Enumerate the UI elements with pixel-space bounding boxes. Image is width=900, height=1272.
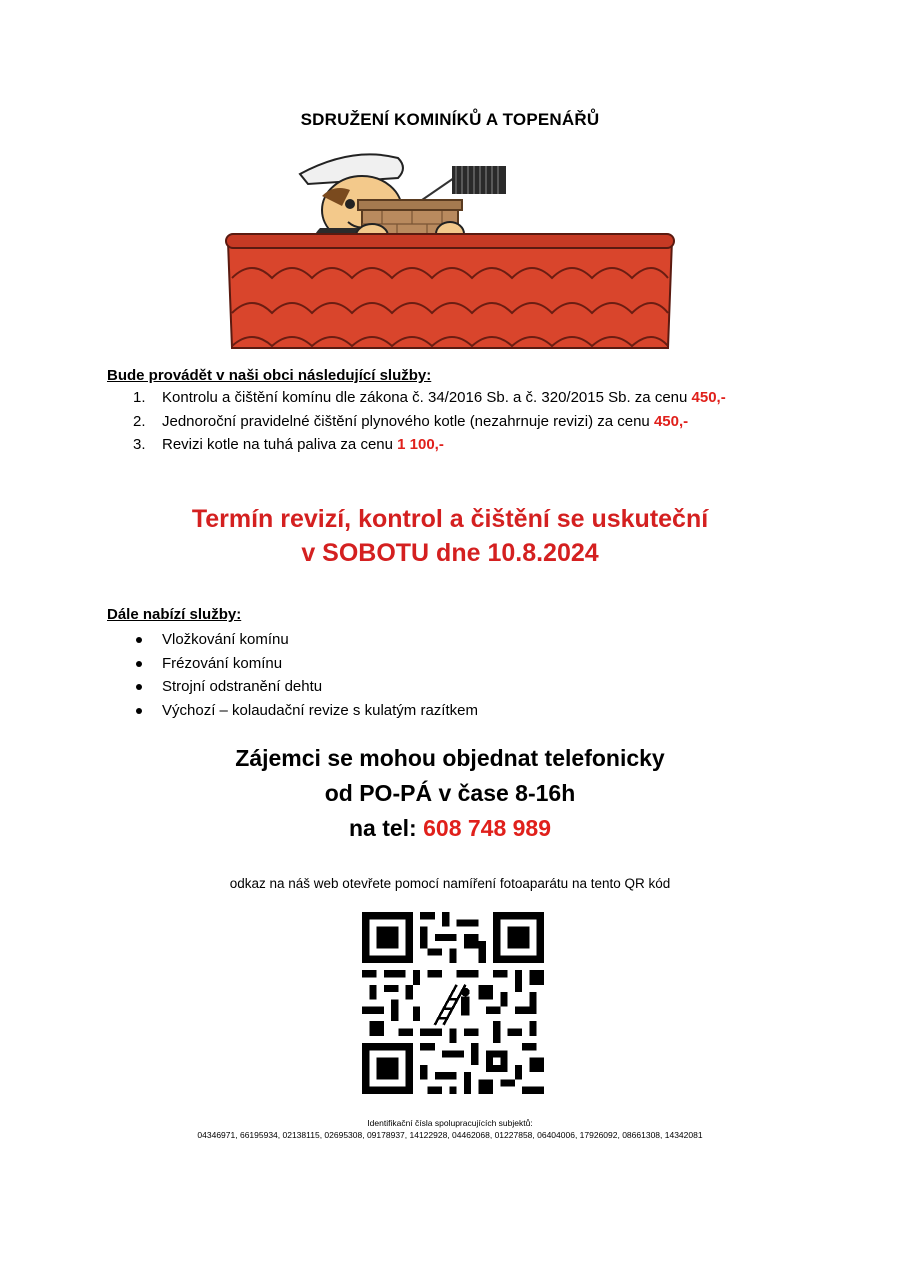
services-heading: Bude provádět v naši obci následující služby: (107, 367, 432, 384)
item-text: Jednoroční pravidelné čištění plynového kotle (nezahrnuje revizi) za cenu (162, 412, 654, 430)
bullet-icon (136, 637, 142, 643)
item-text: Kontrolu a čištění komínu dle zákona č. 34/2016 Sb. a č. 320/2015 Sb. za cenu (162, 389, 692, 406)
item-text: Vložkování komínu (162, 631, 289, 648)
list-item (107, 652, 478, 676)
list-item (107, 675, 478, 699)
page-title: SDRUŽENÍ KOMINÍKŮ A TOPENÁŘŮ (300, 110, 600, 129)
announcement-date: v SOBOTU dne 10.8.2024 (301, 539, 599, 567)
contact-block (0, 741, 900, 846)
item-price: 450,- (653, 412, 689, 430)
footer-label: Identifikační čísla spolupracujících subjektů: (367, 1118, 533, 1128)
phone-number[interactable]: 608 748 989 (423, 815, 552, 841)
qr-note: odkaz na náš web otevřete pomocí namíření fotoaparátu na tento QR kód (229, 876, 671, 891)
chimney-sweep-illustration (222, 148, 678, 354)
phone-prefix: na tel: (348, 815, 424, 841)
list-item (107, 386, 726, 410)
item-number: 2. (133, 412, 146, 430)
footer-id-list: 04346971, 66195934, 02138115, 02695308, 09178937, 14122928, 04462068, 01227858, 06404006, 17926092, 08661308, 14342081 (197, 1130, 703, 1140)
bullet-icon (136, 684, 142, 690)
extra-services-list (107, 628, 478, 722)
services-list (107, 386, 726, 457)
item-text: Výchozí – kolaudační revize s kulatým razítkem (162, 701, 478, 719)
contact-hours: od PO-PÁ v čase 8-16h (324, 780, 576, 806)
item-price: 450,- (691, 389, 726, 406)
footer-ids (0, 1117, 900, 1141)
announcement-line: Termín revizí, kontrol a čištění se uskuteční (191, 505, 709, 533)
list-item (107, 628, 478, 652)
announcement (0, 502, 900, 570)
bullet-icon (136, 708, 142, 714)
item-text: Frézování komínu (162, 654, 283, 672)
list-item (107, 433, 726, 457)
extra-services-heading: Dále nabízí služby: (107, 606, 242, 623)
bullet-icon (136, 661, 142, 667)
item-number: 3. (133, 436, 146, 453)
contact-phone-line (0, 811, 900, 846)
list-item (107, 699, 478, 723)
item-number: 1. (133, 389, 146, 406)
item-text: Strojní odstranění dehtu (162, 678, 323, 695)
item-text: Revizi kotle na tuhá paliva za cenu (162, 436, 398, 453)
item-price: 1 100,- (397, 436, 444, 453)
qr-code[interactable] (362, 912, 544, 1094)
contact-line: Zájemci se mohou objednat telefonicky (235, 745, 665, 771)
list-item (107, 410, 726, 434)
